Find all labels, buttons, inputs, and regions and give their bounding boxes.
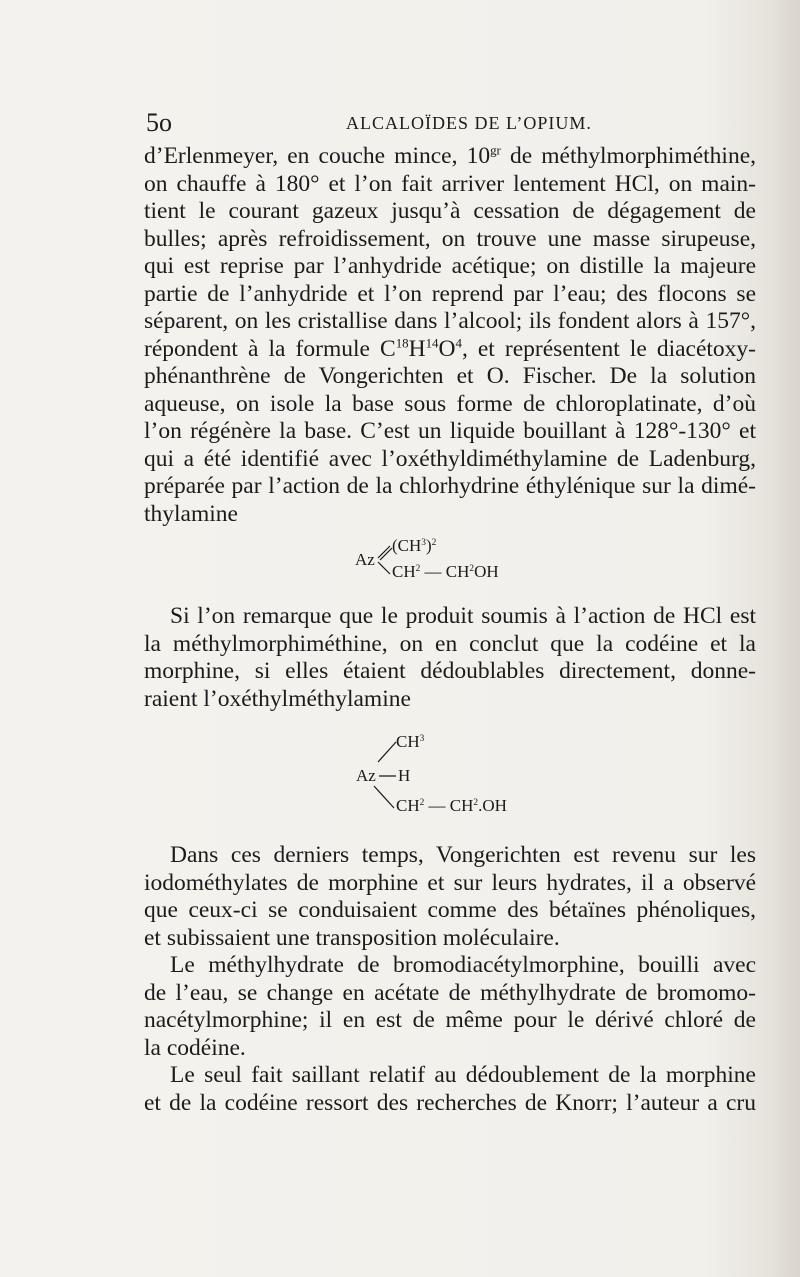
- text-line: la méthylmorphiméthine, on en conclut que la codéine et la: [144, 630, 756, 657]
- text-line: raient l’oxéthylméthylamine: [144, 685, 411, 712]
- text-line: séparent, on les cristallise dans l’alcool; ils fondent alors à 157°,: [144, 308, 756, 334]
- running-title: ALCALOÏDES DE L’OPIUM.: [346, 113, 592, 133]
- text-line: la codéine.: [144, 1034, 246, 1061]
- running-head: [146, 108, 752, 138]
- text-line: préparée par l’action de la chlorhydrine éthylénique sur la dimé-: [144, 473, 756, 499]
- text-line: bulles; après refroidissement, on trouve une masse sirupeuse,: [144, 225, 756, 252]
- text-line: aqueuse, on isole la base sous forme de chloroplatinate, d’où: [144, 390, 756, 417]
- text-line: l’on régénère la base. C’est un liquide bouillant à 128°-130° et: [144, 418, 756, 444]
- formula-branch-top: $CH^3$: [396, 732, 425, 751]
- text-line: Si l’on remarque que le produit soumis à l’action de HCl est: [170, 603, 756, 629]
- paragraph-4: [144, 952, 756, 1062]
- text-line: d’Erlenmeyer, en couche mince, $10^{gr}$ de méthylmorphiméthine,: [144, 142, 756, 169]
- text-line: morphine, si elles étaient dédoublables directement, donne-: [144, 658, 756, 684]
- paragraph-3: [144, 842, 756, 952]
- text-line: et subissaient une transposition moléculaire.: [144, 924, 560, 951]
- text-line: et de la codéine ressort des recherches de Knorr; l’auteur a cru: [144, 1089, 756, 1116]
- paragraph-5: [144, 1062, 756, 1117]
- formula-atom: Az: [355, 550, 375, 569]
- text-line: de l’eau, se change en acétate de méthylhydrate de bromomo-: [144, 979, 756, 1006]
- text-line: Dans ces derniers temps, Vongerichten est revenu sur les: [170, 842, 756, 868]
- paragraph-2: [144, 603, 756, 713]
- text-line: nacétylmorphine; il en est de même pour le dérivé chloré de: [144, 1007, 756, 1033]
- text-line: que ceux-ci se conduisaient comme des bétaïnes phénoliques,: [144, 897, 756, 923]
- text-line: répondent à la formule $C^{18}H^{14}O^4$, et représentent le diacétoxy-: [144, 335, 757, 362]
- text-line: tient le courant gazeux jusqu’à cessation de dégagement de: [144, 198, 756, 224]
- formula-oxethylmethylamine: [356, 732, 526, 822]
- formula-atom: Az: [356, 766, 376, 785]
- page-number: 5o: [146, 108, 172, 137]
- text-line: qui a été identifié avec l’oxéthyldiméthylamine de Ladenburg,: [144, 445, 756, 472]
- text-line: thylamine: [144, 500, 238, 527]
- paragraph-1: [144, 143, 756, 528]
- text-line: qui est reprise par l’anhydride acétique; on distille la majeure: [144, 253, 756, 279]
- text-line: phénanthrène de Vongerichten et O. Fischer. De la solution: [144, 363, 756, 389]
- text-line: iodométhylates de morphine et sur leurs hydrates, il a observé: [144, 869, 756, 896]
- text-line: on chauffe à 180° et l’on fait arriver lentement HCl, on main-: [144, 170, 756, 197]
- text-line: Le seul fait saillant relatif au dédoublement de la morphine: [170, 1062, 756, 1088]
- text-line: partie de l’anhydride et l’on reprend par l’eau; des flocons se: [144, 280, 756, 307]
- formula-branch-top: $(CH^3)^2$: [392, 536, 437, 555]
- formula-dimethylaminoethanol: [355, 538, 515, 586]
- formula-branch-middle: H: [398, 766, 411, 785]
- formula-branch-bottom: $CH^2$ — $CH^2.OH$: [396, 796, 507, 815]
- text-line: Le méthylhydrate de bromodiacétylmorphine, bouilli avec: [170, 952, 756, 978]
- formula-branch-bottom: $CH^2$ — $CH^2OH$: [392, 562, 499, 581]
